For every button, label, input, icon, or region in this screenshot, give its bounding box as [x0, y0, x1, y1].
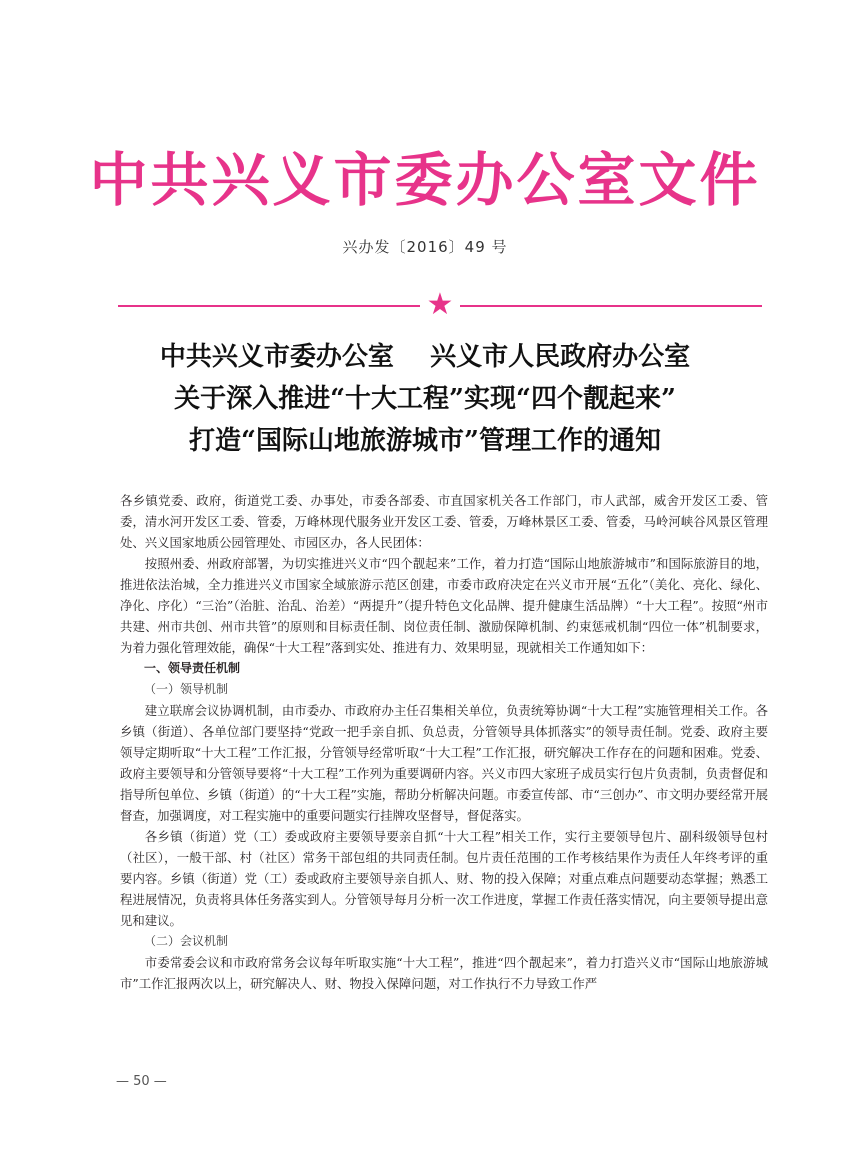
leadership-paragraph-2: 各乡镇（街道）党（工）委或政府主要领导要亲自抓“十大工程”相关工作，实行主要领导包片、副科级领导包村（社区），一般干部、村（社区）常务干部包组的共同责任制。包片责任范围的工作考核结果作为责任人年终考评的重要内容。乡镇（街道）党（工）委或政府主要领导亲自抓人、财、物的投入保障；对重点难点问题要动态掌握；熟悉工程进展情况，负责将具体任务落实到人。分管领导每月分析一次工作进度，掌握工作责任落实情况，向主要领导提出意见和建议。 [120, 829, 768, 928]
document-body [120, 490, 768, 994]
divider-line-left [118, 305, 420, 307]
notice-title-line-1: 中共兴义市委办公室 兴义市人民政府办公室 [159, 342, 691, 372]
notice-title-line-2: 关于深入推进“十大工程”实现“四个靓起来” [174, 384, 676, 414]
document-header-title: 中共兴义市委办公室文件 [89, 146, 761, 214]
star-icon: ★ [426, 287, 454, 322]
notice-title-line-3: 打造“国际山地旅游城市”管理工作的通知 [189, 426, 661, 456]
header-divider [118, 287, 762, 322]
notice-title [0, 336, 850, 462]
divider-line-right [460, 305, 762, 307]
subsection-heading-leadership-mechanism: （一）领导机制 [144, 682, 229, 696]
document-number: 兴办发〔2016〕49 号 [342, 238, 508, 256]
section-heading-leadership: 一、领导责任机制 [144, 661, 241, 675]
leadership-paragraph-1: 建立联席会议协调机制，由市委办、市政府办主任召集相关单位，负责统筹协调“十大工程”实施管理相关工作。各乡镇（街道）、各单位部门要坚持“党政一把手亲自抓、负总责，分管领导具体抓落实”的领导责任制。党委、政府主要领导定期听取“十大工程”工作汇报，分管领导经常听取“十大工程”工作汇报，研究解决工作存在的问题和困难。党委、政府主要领导和分管领导要将“十大工程”工作列为重要调研内容。兴义市四大家班子成员实行包片负责制，负责督促和指导所包单位、乡镇（街道）的“十大工程”实施，帮助分析解决问题。市委宣传部、市“三创办”、市文明办要经常开展督查，加强调度，对工程实施中的重要问题实行挂牌攻坚督导，督促落实。 [120, 703, 768, 823]
subsection-heading-meeting-mechanism: （二）会议机制 [144, 934, 229, 948]
addressee-paragraph: 各乡镇党委、政府，街道党工委、办事处，市委各部委、市直国家机关各工作部门，市人武部，威舍开发区工委、管委，清水河开发区工委、管委，万峰林现代服务业开发区工委、管委，万峰林景区工委、管委，马岭河峡谷风景区管理处、兴义国家地质公园管理处、市园区办，各人民团体： [120, 493, 768, 550]
meeting-paragraph-1: 市委常委会议和市政府常务会议每年听取实施“十大工程”，推进“四个靓起来”，着力打造兴义市“国际山地旅游城市”工作汇报两次以上，研究解决人、财、物投入保障问题，对工作执行不力导致工作严 [120, 955, 768, 991]
intro-paragraph: 按照州委、州政府部署，为切实推进兴义市“四个靓起来”工作，着力打造“国际山地旅游城市”和国际旅游目的地，推进依法治城，全力推进兴义市国家全域旅游示范区创建，市委市政府决定在兴义市开展“五化”（美化、亮化、绿化、净化、序化）“三治”（治脏、治乱、治差）“两提升”（提升特色文化品牌、提升健康生活品牌）“十大工程”。按照“州市共建、州市共创、州市共管”的原则和目标责任制、岗位责任制、激励保障机制、约束惩戒机制“四位一体”机制要求，为着力强化管理效能，确保“十大工程”落到实处、推进有力、效果明显，现就相关工作通知如下： [120, 556, 768, 655]
page-number: — 50 — [116, 1074, 167, 1089]
